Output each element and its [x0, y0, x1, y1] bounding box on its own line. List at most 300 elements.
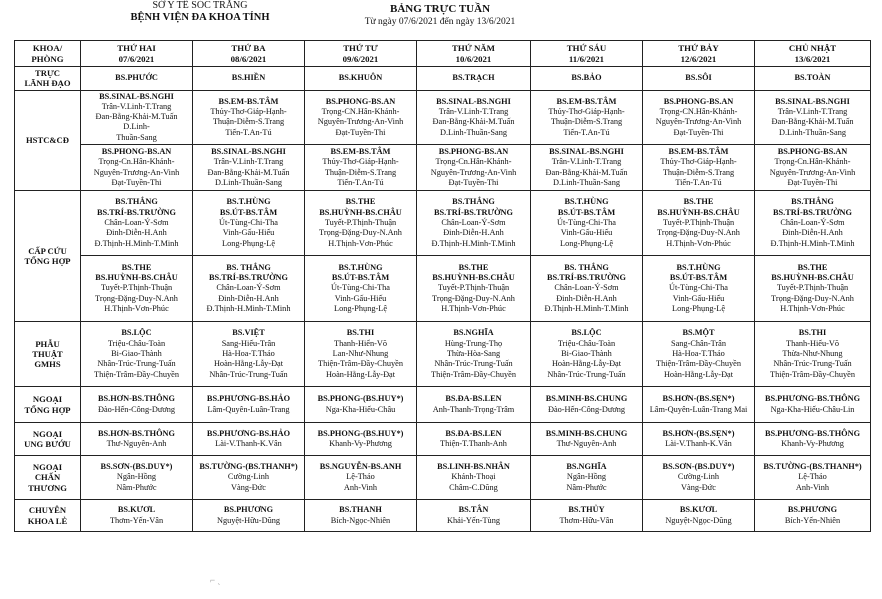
doctor-names: BS.MINH-BS.CHUNG [545, 394, 628, 404]
day-name: THỨ NĂM [452, 43, 495, 54]
staff-names: Anh-Vinh [343, 482, 378, 492]
duty-cell [193, 90, 305, 144]
department-cell [15, 191, 81, 322]
doctor-names: BS.T.HÙNG [676, 262, 721, 272]
staff-names: Thiện-Trâm-Đầy-Chuyền [318, 359, 403, 369]
staff-names: Vinh-Gấu-Hiếu [672, 293, 725, 303]
doctor-names: BS.EM-BS.TÂM [556, 96, 617, 106]
roster-row-cc2 [15, 256, 871, 322]
duty-cell [531, 387, 643, 423]
duty-cell [193, 67, 305, 91]
staff-names: Tuyết-P.Thịnh-Thuận [100, 283, 173, 293]
department-line: GMHS [34, 359, 61, 370]
page-title: BẢNG TRỰC TUẦN [389, 3, 491, 15]
doctor-names: BS.LỘC [121, 328, 152, 338]
duty-cell [531, 67, 643, 91]
duty-cell [417, 423, 531, 456]
doctor-names: BS.KƯƠL [679, 505, 718, 515]
staff-names: Thuận-Diễm-S.Trang [550, 117, 623, 127]
doctor-names: BS.T.HÙNG [338, 262, 383, 272]
staff-names: H.Thịnh-Vơn-Phúc [104, 304, 169, 314]
doctor-names: BS.THI [346, 328, 375, 338]
staff-names: Bi-Giao-Thành [561, 348, 612, 358]
doctor-names: BS.MINH-BS.CHUNG [545, 428, 628, 438]
staff-names: Lệ-Thảo [798, 472, 827, 482]
department-line: THUẬT [32, 348, 63, 359]
duty-cell [417, 322, 531, 387]
department-line: PHẪU [35, 338, 60, 349]
department-cell [15, 423, 81, 456]
doctor-names: BS.EM-BS.TÂM [330, 146, 391, 156]
department-line: TRỰC [35, 68, 60, 78]
corner-header [15, 41, 81, 67]
day-date: 09/6/2021 [342, 53, 379, 64]
staff-names: Trân-V.Linh-T.Trang [101, 101, 172, 111]
doctor-names: BS.PHONG-BS.AN [101, 146, 172, 156]
roster-row-lead [15, 67, 871, 91]
staff-names: Đạt-Tuyền-Thi [787, 177, 838, 187]
duty-cell [643, 387, 755, 423]
duty-roster-table [14, 40, 871, 532]
duty-cell [193, 387, 305, 423]
agency-name: SỞ Y TẾ SÓC TRĂNG [152, 0, 248, 11]
doctor-names: BS.LỘC [571, 328, 602, 338]
department-cell [15, 90, 81, 190]
doctor-names: BS.THI [798, 328, 827, 338]
doctor-names: BS.SƠN-(BS.DUY*) [100, 462, 173, 472]
doctor-names: BS.TRÍ-BS.TRƯỜNG [434, 207, 513, 217]
staff-names: Khải-Yến-Tùng [447, 515, 500, 525]
staff-names: Thuận-Diễm-S.Trang [324, 167, 397, 177]
staff-names: Tiến-T.An-Tú [225, 127, 272, 137]
staff-names: Châm-C.Dũng [449, 482, 498, 492]
day-header [81, 41, 193, 67]
staff-names: Thuần-Sang [116, 132, 157, 142]
duty-cell [417, 145, 531, 191]
doctor-names: BS.BẢO [571, 73, 602, 83]
doctor-names: BS.SINAL-BS.NGHI [99, 91, 174, 101]
doctor-names: BS.EM-BS.TÂM [668, 146, 729, 156]
doctor-names: BS.ÚT-BS.TÂM [669, 273, 728, 283]
duty-cell [755, 191, 871, 256]
department-line: TỔNG HỢP [24, 256, 71, 267]
staff-names: Thiện-Trâm-Đầy-Chuyền [94, 369, 179, 379]
doctor-names: BS.THẮNG [452, 197, 495, 207]
staff-names: Nhân-Trúc-Trung-Tuấn [209, 369, 288, 379]
staff-names: Cường-Linh [677, 472, 720, 482]
doctor-names: BS.THE [683, 197, 714, 207]
department-cell [15, 500, 81, 532]
staff-names: Đạt-Tuyền-Thi [448, 177, 499, 187]
day-date: 10/6/2021 [455, 53, 492, 64]
staff-names: Trọng-Đặng-Duy-N.Anh [657, 228, 740, 238]
day-header [417, 41, 531, 67]
staff-names: Trọng-Đặng-Duy-N.Anh [432, 293, 515, 303]
staff-names: Nga-Kha-Hiếu-Châu-Lin [770, 404, 855, 414]
staff-names: Thiện-Trâm-Đầy-Chuyền [431, 369, 516, 379]
duty-cell [305, 456, 417, 500]
staff-names: Đinh-Diễn-H.Anh [556, 293, 617, 303]
doctor-names: BS.NGUYỄN-BS.ANH [319, 462, 402, 472]
duty-cell [417, 256, 531, 322]
doctor-names: BS.HƠN-(BS.SẸN*) [662, 428, 735, 438]
duty-cell [417, 500, 531, 532]
duty-cell [193, 191, 305, 256]
staff-names: Long-Phụng-Lệ [334, 304, 387, 314]
doctor-names: BS.THỦY [568, 505, 605, 515]
staff-names: Bích-Yến-Nhiên [784, 515, 841, 525]
doctor-names: BS.TRẠCH [452, 73, 495, 83]
staff-names: Đào-Hến-Công-Dương [97, 404, 176, 414]
staff-names: Trọng-CN.Hân-Khánh- [321, 107, 400, 117]
staff-names: Đinh-Diễn-H.Anh [218, 293, 279, 303]
doctor-names: BS.T.HÙNG [226, 197, 271, 207]
staff-names: Nguyên-Trương-An-Vinh [317, 117, 404, 127]
duty-cell [193, 500, 305, 532]
duty-cell [755, 256, 871, 322]
doctor-names: BS.HUỲNH-BS.CHÂU [657, 207, 740, 217]
doctor-names: BS.PHƯỚC [115, 73, 158, 83]
doctor-names: BS.HIỀN [231, 73, 266, 83]
staff-names: Long-Phụng-Lệ [672, 304, 725, 314]
doctor-names: BS.PHƯƠNG-BS.HẢO [206, 428, 291, 438]
staff-names: Thiện-Trâm-Đầy-Chuyền [656, 359, 741, 369]
doctor-names: BS.SINAL-BS.NGHI [436, 96, 511, 106]
day-name: THỨ HAI [117, 43, 156, 54]
roster-row-hstc2 [15, 145, 871, 191]
staff-names: Trọng-Cn.Hân-Khánh- [774, 157, 851, 167]
staff-names: Út-Tùng-Chi-Tha [331, 283, 390, 293]
staff-names: Thủy-Thơ-Giáp-Hạnh- [660, 157, 737, 167]
duty-cell [193, 456, 305, 500]
staff-names: Cường-Linh [227, 472, 270, 482]
staff-names: Tuyết-P.Thịnh-Thuận [662, 217, 735, 227]
staff-names: Thư-Nguyên-Anh [556, 439, 617, 449]
staff-names: Đan-Bằng-Khải-M.Tuấn [545, 167, 628, 177]
doctor-names: BS.SINAL-BS.NGHI [775, 96, 850, 106]
department-cell [15, 322, 81, 387]
doctor-names: BS.SƠN-(BS.DUY*) [662, 462, 735, 472]
duty-cell [81, 322, 193, 387]
staff-names: Triệu-Châu-Toàn [557, 338, 616, 348]
hospital-name: BỆNH VIỆN ĐA KHOA TỈNH [130, 12, 270, 23]
staff-names: Nhân-Trúc-Trung-Tuấn [97, 359, 176, 369]
roster-row-ngth [15, 387, 871, 423]
doctor-names: BS.PHONG-BS.AN [777, 146, 848, 156]
signature-marks: ⌐ ˏ [210, 575, 221, 585]
duty-cell [305, 322, 417, 387]
doctor-names: BS.PHONG-BS.AN [325, 96, 396, 106]
staff-names: Triệu-Châu-Toàn [107, 338, 166, 348]
staff-names: Lài-V.Thanh-K.Vân [215, 439, 282, 449]
duty-cell [417, 191, 531, 256]
staff-names: Nhân-Trúc-Trung-Tuấn [434, 359, 513, 369]
staff-names: Khanh-Vy-Phương [329, 439, 392, 449]
staff-names: Nhân-Trúc-Trung-Tuấn [773, 359, 852, 369]
staff-names: Đào-Hến-Công-Dương [547, 404, 626, 414]
duty-cell [643, 256, 755, 322]
staff-names: Út-Tùng-Chi-Tha [669, 283, 728, 293]
staff-names: Nguyệt-Hữu-Dũng [216, 515, 281, 525]
doctor-names: BS.THE [797, 262, 828, 272]
doctor-names: BS.PHONG-BS.AN [663, 96, 734, 106]
staff-names: Thừa-Hòa-Sang [446, 348, 501, 358]
staff-names: Thiện-Trâm-Đầy-Chuyền [770, 369, 855, 379]
doctor-names: BS.PHONG-(BS.HUY*) [317, 394, 404, 404]
roster-body [15, 41, 871, 532]
doctor-names: BS.TRÍ-BS.TRƯỜNG [773, 207, 852, 217]
department-cell [15, 456, 81, 500]
doctor-names: BS.MỘT [682, 328, 715, 338]
staff-names: Tiến-T.An-Tú [675, 177, 722, 187]
staff-names: Vàng-Đức [681, 482, 716, 492]
duty-cell [755, 500, 871, 532]
duty-cell [531, 256, 643, 322]
doctor-names: BS.TƯỜNG-(BS.THANH*) [763, 462, 862, 472]
staff-names: Bi-Giao-Thành [111, 348, 162, 358]
duty-cell [81, 191, 193, 256]
staff-names: Nguyên-Trương-An-Vinh [430, 167, 517, 177]
staff-names: Út-Tùng-Chi-Tha [219, 217, 278, 227]
staff-names: Đinh-Diễn-H.Anh [106, 228, 167, 238]
doctor-names: BS.ĐA-BS.LEN [445, 394, 502, 404]
duty-cell [531, 456, 643, 500]
doctor-names: BS.PHƯƠNG [787, 505, 838, 515]
staff-names: Thủy-Thơ-Giáp-Hạnh- [322, 157, 399, 167]
staff-names: Hoàn-Hằng-Lẫy-Đạt [551, 359, 622, 369]
staff-names: H.Thịnh-Vơn-Phúc [328, 238, 393, 248]
doctor-names: BS.ĐA-BS.LEN [445, 428, 502, 438]
duty-cell [755, 322, 871, 387]
doctor-names: BS.TÂN [458, 505, 489, 515]
staff-names: D.Linh-Thuần-Sang [214, 177, 283, 187]
staff-names: Nâm-Phước [566, 482, 607, 492]
staff-names: Trân-V.Linh-T.Trang [551, 157, 622, 167]
doctor-names: BS.ÚT-BS.TÂM [219, 207, 278, 217]
duty-cell [81, 456, 193, 500]
staff-names: Ngân-Hồng [116, 472, 157, 482]
day-name: THỨ BẢY [678, 43, 719, 54]
duty-cell [755, 145, 871, 191]
doctor-names: BS.HƠN-BS.THÔNG [98, 428, 175, 438]
duty-cell [305, 67, 417, 91]
staff-names: Hoàn-Hằng-Lẫy-Đạt [213, 359, 284, 369]
staff-names: Ngân-Hồng [566, 472, 607, 482]
staff-names: D.Linh-Thuần-Sang [778, 127, 847, 137]
staff-names: Nguyên-Trương-An-Vinh [655, 117, 742, 127]
staff-names: Thơm-Yến-Vân [109, 515, 164, 525]
staff-names: Thanh-Hiển-Võ [334, 338, 387, 348]
duty-cell [417, 90, 531, 144]
staff-names: Nâm-Phước [116, 482, 157, 492]
staff-names: Đinh-Diễn-H.Anh [443, 228, 504, 238]
duty-cell [305, 191, 417, 256]
staff-names: Tiến-T.An-Tú [337, 177, 384, 187]
staff-names: Nga-Kha-Hiếu-Châu [325, 404, 396, 414]
staff-names: Trọng-CN.Hân-Khánh- [659, 107, 738, 117]
doctor-names: BS.TOÀN [794, 73, 831, 83]
doctor-names: BS.PHƯƠNG [223, 505, 274, 515]
department-line: TỔNG HỢP [24, 404, 71, 415]
staff-names: Chân-Loan-Ý-Sơm [441, 217, 506, 227]
duty-cell [305, 90, 417, 144]
doctor-names: BS.HƠN-(BS.SẸN*) [662, 394, 735, 404]
doctor-names: BS.EM-BS.TÂM [218, 96, 279, 106]
staff-names: Trọng-Cn.Hân-Khánh- [98, 157, 175, 167]
doctor-names: BS.HƠN-BS.THÔNG [98, 394, 175, 404]
day-name: THỨ TƯ [343, 43, 378, 54]
staff-names: D.Linh-Thuần-Sang [439, 127, 508, 137]
staff-names: Vinh-Gấu-Hiếu [222, 228, 275, 238]
staff-names: Trân-V.Linh-T.Trang [777, 107, 848, 117]
roster-row-ckl [15, 500, 871, 532]
doctor-names: BS.PHƯƠNG-BS.THÔNG [764, 394, 861, 404]
department-line: CẤP CỨU [28, 245, 67, 256]
staff-names: Thủy-Thơ-Giáp-Hạnh- [548, 107, 625, 117]
department-line: NGOẠI [32, 394, 63, 405]
staff-names: Sang-Hiếu-Trân [221, 338, 276, 348]
day-date: 11/6/2021 [568, 53, 605, 64]
department-line: CHUYÊN [28, 505, 67, 516]
doctor-names: BS.THẮNG [115, 197, 158, 207]
day-date: 08/6/2021 [230, 53, 267, 64]
staff-names: Hà-Hoa-T.Thảo [222, 348, 275, 358]
day-name: THỨ BA [231, 43, 266, 54]
duty-cell [531, 500, 643, 532]
doctor-names: BS.ÚT-BS.TÂM [331, 273, 390, 283]
roster-row-ngub [15, 423, 871, 456]
staff-names: Tuyết-P.Thịnh-Thuận [776, 283, 849, 293]
staff-names: Hà-Hoa-T.Thảo [672, 348, 725, 358]
staff-names: Đạt-Tuyền-Thi [111, 177, 162, 187]
staff-names: Trọng-Đặng-Duy-N.Anh [95, 293, 178, 303]
corner-line: KHOA/ [32, 43, 63, 54]
duty-cell [193, 322, 305, 387]
duty-cell [643, 423, 755, 456]
staff-names: Lài-V.Thanh-K.Vân [665, 439, 732, 449]
staff-names: Hoàn-Hằng-Lẫy-Đạt [325, 369, 396, 379]
duty-cell [193, 423, 305, 456]
staff-names: Thuận-Diễm-S.Trang [662, 167, 735, 177]
doctor-names: BS.KHUÔN [338, 73, 383, 83]
duty-cell [81, 423, 193, 456]
staff-names: Anh-Vinh [795, 482, 830, 492]
staff-names: Tuyết-P.Thịnh-Thuận [324, 217, 397, 227]
duty-cell [643, 456, 755, 500]
duty-cell [531, 322, 643, 387]
staff-names: Lan-Như-Nhung [332, 348, 389, 358]
doctor-names: BS.THANH [339, 505, 382, 515]
department-cell [15, 67, 81, 91]
staff-names: Chân-Loan-Ý-Sơm [780, 217, 845, 227]
roster-row-hstc1 [15, 90, 871, 144]
staff-names: Đ.Thịnh-H.Minh-T.Minh [94, 238, 179, 248]
staff-names: Chân-Loan-Ý-Sơm [216, 283, 281, 293]
doctor-names: BS.TRÍ-BS.TRƯỜNG [97, 207, 176, 217]
staff-names: Chân-Loan-Ý-Sơm [554, 283, 619, 293]
staff-names: Đ.Thịnh-H.Minh-T.Minh [770, 238, 855, 248]
staff-names: Thư-Nguyên-Anh [106, 439, 167, 449]
duty-cell [643, 500, 755, 532]
duty-cell [755, 387, 871, 423]
staff-names: Đ.Thịnh-H.Minh-T.Minh [544, 304, 629, 314]
department-line: NGOẠI [32, 462, 63, 473]
roster-row-nct [15, 456, 871, 500]
staff-names: Đinh-Diễn-H.Anh [782, 228, 843, 238]
staff-names: Chân-Loan-Ý-Sơm [104, 217, 169, 227]
staff-names: Tuyết-P.Thịnh-Thuận [437, 283, 510, 293]
staff-names: Sang-Chân-Trân [670, 338, 726, 348]
duty-cell [81, 256, 193, 322]
staff-names: Thanh-Hiếu-Võ [786, 338, 839, 348]
staff-names: Lâm-Quyên-Luân-Trang Mai [649, 404, 748, 414]
header-left [110, 0, 290, 24]
duty-cell [417, 67, 531, 91]
staff-names: Khanh-Vy-Phương [781, 439, 844, 449]
staff-names: Long-Phụng-Lệ [560, 238, 613, 248]
duty-cell [643, 67, 755, 91]
staff-names: Lâm-Quyên-Luân-Trang [207, 404, 290, 414]
staff-names: Trọng-Đặng-Duy-N.Anh [771, 293, 854, 303]
doctor-names: BS. THẮNG [226, 262, 271, 272]
duty-cell [531, 423, 643, 456]
doctor-names: BS.TƯỜNG-(BS.THANH*) [199, 462, 298, 472]
doctor-names: BS.HUỲNH-BS.CHÂU [432, 273, 515, 283]
staff-names: Đan-Bằng-Khải-M.Tuấn [771, 117, 854, 127]
staff-names: Vàng-Đức [231, 482, 266, 492]
day-name: THỨ SÁU [566, 43, 607, 54]
doctor-names: BS.NGHĨA [566, 462, 607, 472]
staff-names: Thơm-Hữu-Vân [559, 515, 614, 525]
staff-names: H.Thịnh-Vơn-Phúc [666, 238, 731, 248]
doctor-names: BS.T.HÙNG [564, 197, 609, 207]
staff-names: Long-Phụng-Lệ [222, 238, 275, 248]
duty-cell [417, 456, 531, 500]
staff-names: Lệ-Thảo [346, 472, 375, 482]
doctor-names: BS.PHONG-BS.AN [438, 146, 509, 156]
roster-row-cc1 [15, 191, 871, 256]
staff-names: Thuận-Diễm-S.Trang [212, 117, 285, 127]
duty-cell [755, 67, 871, 91]
staff-names: Thiện-T.Thanh-Anh [440, 439, 507, 449]
duty-cell [531, 191, 643, 256]
doctor-names: BS.THE [121, 262, 152, 272]
duty-cell [305, 387, 417, 423]
doctor-names: BS.PHƯƠNG-BS.HẢO [206, 394, 291, 404]
staff-names: Đạt-Tuyền-Thi [335, 127, 386, 137]
doctor-names: BS.SINAL-BS.NGHI [211, 146, 286, 156]
doctor-names: BS. THẮNG [564, 262, 609, 272]
staff-names: Trân-V.Linh-T.Trang [213, 157, 284, 167]
doctor-names: BS.KƯƠL [117, 505, 156, 515]
corner-line: PHÒNG [31, 53, 64, 64]
duty-cell [305, 145, 417, 191]
doctor-names: BS.TRÍ-BS.TRƯỜNG [209, 273, 288, 283]
duty-cell [305, 256, 417, 322]
duty-cell [643, 191, 755, 256]
duty-cell [531, 145, 643, 191]
staff-names: H.Thịnh-Vơn-Phúc [441, 304, 506, 314]
staff-names: Bích-Ngọc-Nhiên [330, 515, 391, 525]
department-line: UNG BƯỚU [24, 439, 71, 450]
staff-names: Thủy-Thơ-Giáp-Hạnh- [210, 107, 287, 117]
day-name: CHỦ NHẬT [788, 43, 837, 54]
staff-names: Đan-Bằng-Khải-M.Tuấn D.Linh- [95, 112, 178, 132]
doctor-names: BS.HUỲNH-BS.CHÂU [771, 273, 854, 283]
day-date: 07/6/2021 [118, 53, 155, 64]
doctor-names: BS.SÔI [685, 73, 712, 83]
doctor-names: BS.PHƯƠNG-BS.THÔNG [764, 428, 861, 438]
